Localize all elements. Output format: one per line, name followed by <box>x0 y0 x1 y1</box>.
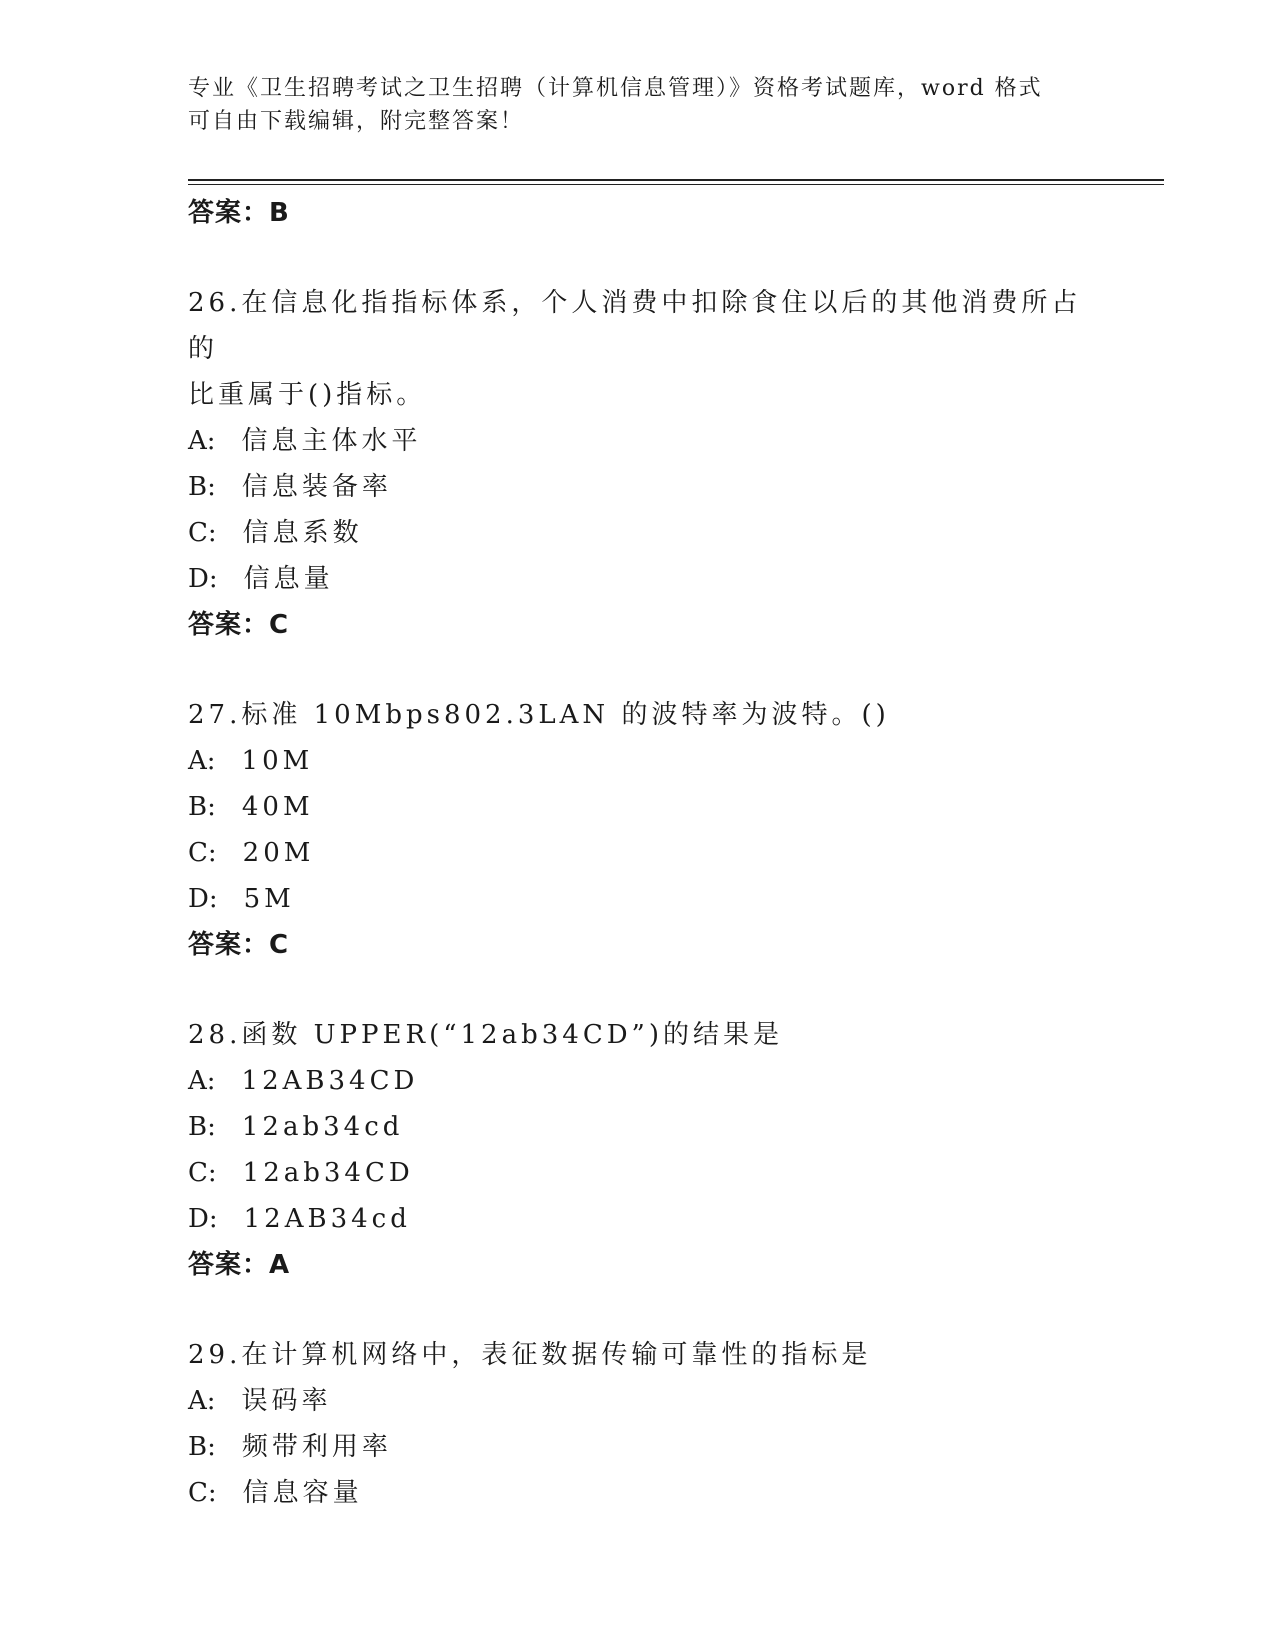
answer-option <box>188 464 1088 510</box>
answer-option <box>188 1378 1088 1424</box>
header-line-1: 专业《卫生招聘考试之卫生招聘（计算机信息管理）》资格考试题库，word 格式 <box>188 76 1043 101</box>
option-text: 40M <box>241 792 314 822</box>
answer-option <box>188 738 1088 784</box>
answer-option <box>188 418 1088 464</box>
option-text: 信息系数 <box>242 518 363 548</box>
answer-option <box>188 1104 1088 1150</box>
header-divider-thin <box>188 184 1164 185</box>
option-letter: A: <box>188 426 216 456</box>
option-letter: A: <box>188 746 216 776</box>
answer-line: 答案：B <box>188 198 290 228</box>
option-letter: B: <box>188 472 216 502</box>
question-list <box>188 190 1088 1516</box>
option-letter: B: <box>188 1112 216 1142</box>
option-text: 信息量 <box>243 564 334 594</box>
question-stem: 27.标准 10Mbps802.3LAN 的波特率为波特。() <box>188 700 890 730</box>
answer-option <box>188 1150 1088 1196</box>
answer-line: 答案：C <box>188 610 290 640</box>
option-letter: D: <box>188 884 218 914</box>
option-letter: C: <box>188 1158 217 1188</box>
option-letter: A: <box>188 1066 216 1096</box>
option-letter: B: <box>188 1432 216 1462</box>
option-text: 信息装备率 <box>241 472 392 502</box>
answer-line: 答案：A <box>188 1250 291 1280</box>
option-text: 12ab34cd <box>241 1112 404 1142</box>
option-text: 误码率 <box>241 1386 332 1416</box>
question-stem: 比重属于()指标。 <box>188 380 427 410</box>
option-text: 20M <box>242 838 315 868</box>
answer-line: 答案：C <box>188 930 290 960</box>
answer-option <box>188 1058 1088 1104</box>
question-block <box>188 1012 1088 1288</box>
question-block <box>188 1332 1088 1516</box>
answer-option <box>188 510 1088 556</box>
answer-option <box>188 556 1088 602</box>
answer-option <box>188 1470 1088 1516</box>
option-text: 12AB34cd <box>243 1204 411 1234</box>
option-letter: C: <box>188 518 217 548</box>
answer-option <box>188 784 1088 830</box>
option-text: 10M <box>241 746 314 776</box>
document-header <box>188 72 1088 138</box>
option-letter: A: <box>188 1386 216 1416</box>
question-block <box>188 280 1088 648</box>
header-line-2: 可自由下载编辑，附完整答案！ <box>188 109 525 134</box>
header-divider-thick <box>188 179 1164 181</box>
option-text: 5M <box>243 884 295 914</box>
option-text: 12ab34CD <box>242 1158 414 1188</box>
option-text: 信息容量 <box>242 1478 363 1508</box>
option-letter: D: <box>188 564 218 594</box>
question-stem: 26.在信息化指指标体系，个人消费中扣除食住以后的其他消费所占的 <box>188 288 1082 364</box>
option-letter: C: <box>188 838 217 868</box>
option-text: 信息主体水平 <box>241 426 422 456</box>
answer-option <box>188 876 1088 922</box>
answer-option <box>188 830 1088 876</box>
option-text: 频带利用率 <box>241 1432 392 1462</box>
question-block <box>188 692 1088 968</box>
option-letter: D: <box>188 1204 218 1234</box>
question-stem: 29.在计算机网络中，表征数据传输可靠性的指标是 <box>188 1340 872 1370</box>
option-letter: B: <box>188 792 216 822</box>
question-stem: 28.函数 UPPER(“12ab34CD”)的结果是 <box>188 1020 783 1050</box>
answer-option <box>188 1424 1088 1470</box>
option-text: 12AB34CD <box>241 1066 419 1096</box>
option-letter: C: <box>188 1478 217 1508</box>
answer-option <box>188 1196 1088 1242</box>
